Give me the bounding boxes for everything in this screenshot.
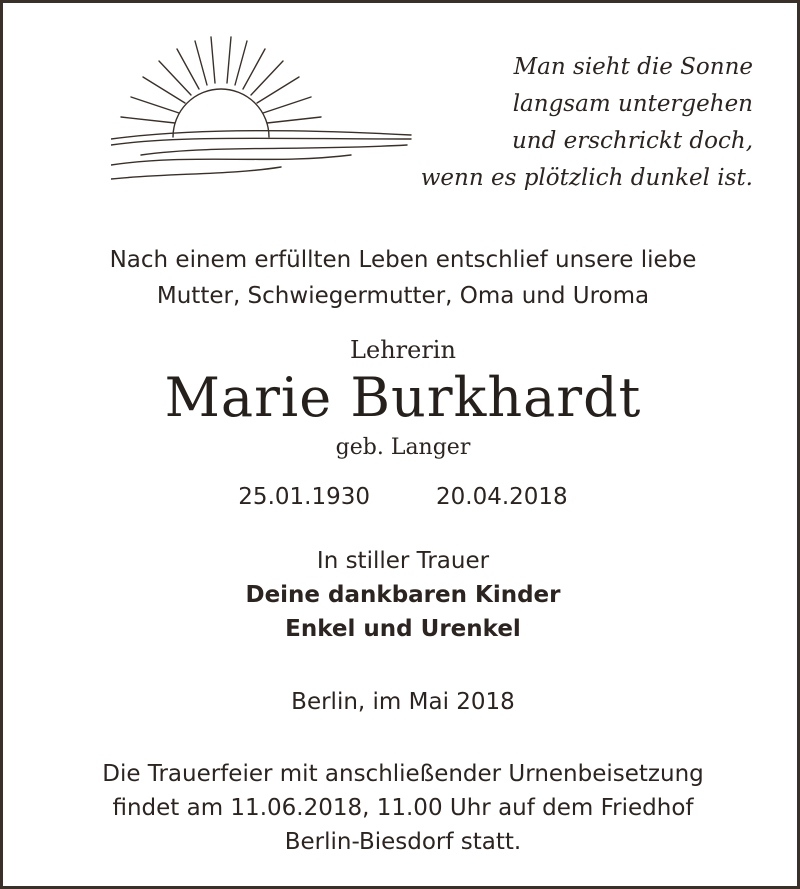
sunset-icon (111, 27, 415, 197)
life-dates (3, 482, 800, 512)
poem-line: Man sieht die Sonne (513, 54, 753, 80)
death-date: 20.04.2018 (436, 484, 568, 510)
service-line: Die Trauerfeier mit anschließender Urnenbeisetzung (102, 761, 704, 787)
mourners-line: Deine dankbaren Kinder (245, 582, 561, 608)
poem-line: langsam untergehen (512, 91, 753, 117)
deceased-name: Marie Burkhardt (164, 366, 642, 429)
poem (421, 49, 753, 197)
service-line: Berlin-Biesdorf statt. (284, 829, 522, 855)
intro-line: Mutter, Schwiegermutter, Oma und Uroma (156, 283, 650, 309)
poem-line: und erschrickt doch, (511, 128, 753, 154)
service-line: findet am 11.06.2018, 11.00 Uhr auf dem Friedhof (112, 795, 694, 821)
service-info (3, 757, 800, 859)
mourners (3, 544, 800, 646)
place-date: Berlin, im Mai 2018 (291, 689, 515, 715)
intro-text (3, 242, 800, 314)
mourners-line: Enkel und Urenkel (285, 616, 521, 642)
intro-line: Nach einem erfüllten Leben entschlief unsere liebe (109, 247, 697, 273)
mourners-intro: In stiller Trauer (316, 548, 490, 574)
birth-date: 25.01.1930 (238, 484, 370, 510)
profession: Lehrerin (350, 336, 456, 364)
birth-name: geb. Langer (335, 435, 471, 460)
poem-line: wenn es plötzlich dunkel ist. (420, 165, 753, 191)
